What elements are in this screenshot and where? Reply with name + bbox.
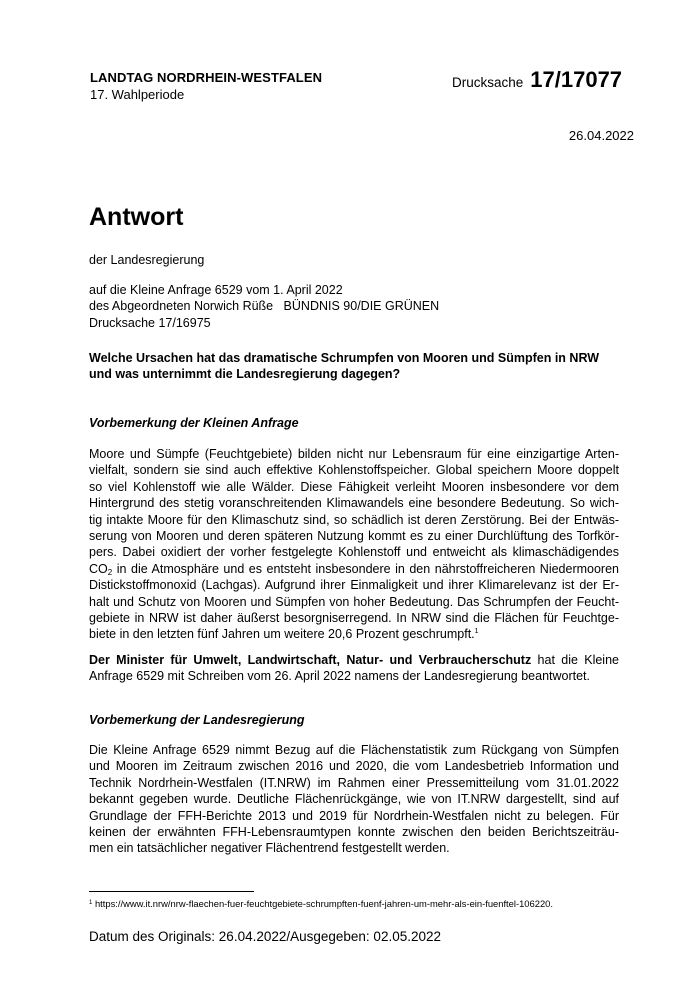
paragraph-line: Grundlage der FFH-Berichte 2013 und 2019 für Nordrhein-Westfalen nicht zu belegen. Für xyxy=(89,808,619,823)
paragraph-line: tig intakte Moore für den Klimaschutz sind, so schädlich ist deren Zerstörung. Bei der Entwäs- xyxy=(89,512,619,527)
footnote xyxy=(89,898,553,909)
paragraph-line: Die Kleine Anfrage 6529 nimmt Bezug auf die Flächenstatistik zum Rückgang von Sümpfen xyxy=(89,743,619,757)
paragraph-line: men ein tatsächlicher negativer Flächentrend festgestellt werden. xyxy=(89,841,450,856)
paragraph-line: halt und Schutz von Mooren und Sümpfen von hoher Bedeutung. Das Schrumpfen der Feucht- xyxy=(89,594,619,609)
paragraph-line: serung von Mooren und deren späteren Nutzung kommt es zu einer Durchlüftung des Torfkör- xyxy=(89,529,619,544)
parliament-name: LANDTAG NORDRHEIN-WESTFALEN xyxy=(90,70,323,85)
paragraph-line: so viel Kohlenstoff wie alle Wälder. Diese Fähigkeit verleiht Mooren insbesondere vor dem xyxy=(89,479,619,494)
issuer: der Landesregierung xyxy=(89,253,205,267)
footnote-divider xyxy=(89,891,254,892)
minister-title: Der Minister für Umwelt, Landwirtschaft, Natur- und Verbraucherschutz xyxy=(89,653,532,667)
document-number-block xyxy=(452,67,622,93)
paragraph-line-co2: $CO_2$ in die Atmosphäre und es entsteht insbesondere in den nährstoffreicheren Niedermooren xyxy=(89,561,619,577)
paragraph-line: Technik Nordrhein-Westfalen (IT.NRW) im Rahmen einer Pressemitteilung vom 31.01.2022 xyxy=(89,775,619,790)
document-label: Drucksache xyxy=(452,75,524,90)
paragraph-line: Distickstoffmonoxid (Lachgas). Aufgrund ihrer Einmaligkeit und ihrer Klimarelevanz ist der Er- xyxy=(89,578,619,593)
document-number: 17/17077 xyxy=(530,67,623,92)
footnote-link[interactable]: https://www.it.nrw/nrw-flaechen-fuer-feuchtgebiete-schrumpften-fuenf-jahren-um-mehr-als-ein-fuenftel-106220. xyxy=(94,898,553,909)
co2-symbol: $CO_2$ xyxy=(89,561,113,577)
paragraph-line: pers. Dabei oxidiert der vorher festgelegte Kohlenstoff und entweicht als klimaschädigendes xyxy=(89,545,619,560)
paragraph-line: bekannt gegeben wurde. Deutliche Flächenrückgänge, wie von IT.NRW dargestellt, sind auf xyxy=(89,792,619,807)
paragraph-line: Hintergrund des stetig voranschreitenden Klimawandels eine besondere Bedeutung. So wich- xyxy=(89,496,619,511)
paragraph-line: Anfrage 6529 mit Schreiben vom 26. April 2022 namens der Landesregierung beantwortet. xyxy=(89,669,591,684)
page-title: Antwort xyxy=(89,203,184,231)
paragraph-line: vielfalt, sondern sie sind auch effektive Kohlenstoffspeicher. Global speichern Moore doppelt xyxy=(89,463,619,478)
paragraph-line: Moore und Sümpfe (Feuchtgebiete) bilden nicht nur Lebensraum für eine einzigartige Arten- xyxy=(89,447,619,461)
minister-statement xyxy=(89,652,619,685)
section-heading-small-inquiry: Vorbemerkung der Kleinen Anfrage xyxy=(89,416,299,430)
paragraph-line: biete in den letzten fünf Jahren um weitere 20,6 Prozent geschrumpft.$^1$ xyxy=(89,627,479,642)
section-paragraph-small-inquiry xyxy=(89,446,619,643)
paragraph-line: und Mooren im Zeitraum zwischen 2016 und 2020, die vom Landesbetrieb Information und xyxy=(89,759,619,774)
section-heading-government: Vorbemerkung der Landesregierung xyxy=(89,713,305,727)
paragraph-line: gebiete in NRW ist daher äußerst besorgniserregend. In NRW sind die Flächen für Feuchtge- xyxy=(89,611,619,626)
inquiry-reference xyxy=(89,282,439,331)
legislative-period: 17. Wahlperiode xyxy=(90,87,185,102)
footnote-reference[interactable]: 1 xyxy=(474,628,479,636)
footnote-marker: 1 xyxy=(89,900,93,906)
original-date-footer: Datum des Originals: 26.04.2022/Ausgegeben: 02.05.2022 xyxy=(89,929,442,944)
inquiry-line-1: auf die Kleine Anfrage 6529 vom 1. April 2022 xyxy=(89,283,343,297)
section-paragraph-government xyxy=(89,742,619,857)
inquiry-line-3: Drucksache 17/16975 xyxy=(89,315,211,330)
paragraph-line: keinen der erwähnten FFH-Lebensraumtypen konnte zwischen den beiden Berichtszeiträu- xyxy=(89,825,619,840)
inquiry-line-2: des Abgeordneten Norwich Rüße BÜNDNIS 90/DIE GRÜNEN xyxy=(89,299,440,314)
question-heading: Welche Ursachen hat das dramatische Schrumpfen von Mooren und Sümpfen in NRW und was unternimmt die Landesregierung dagegen? xyxy=(89,351,600,382)
document-date: 26.04.2022 xyxy=(568,128,634,143)
paragraph-line: Der Minister für Umwelt, Landwirtschaft, Natur- und Verbraucherschutz hat die Kleine xyxy=(89,653,619,667)
